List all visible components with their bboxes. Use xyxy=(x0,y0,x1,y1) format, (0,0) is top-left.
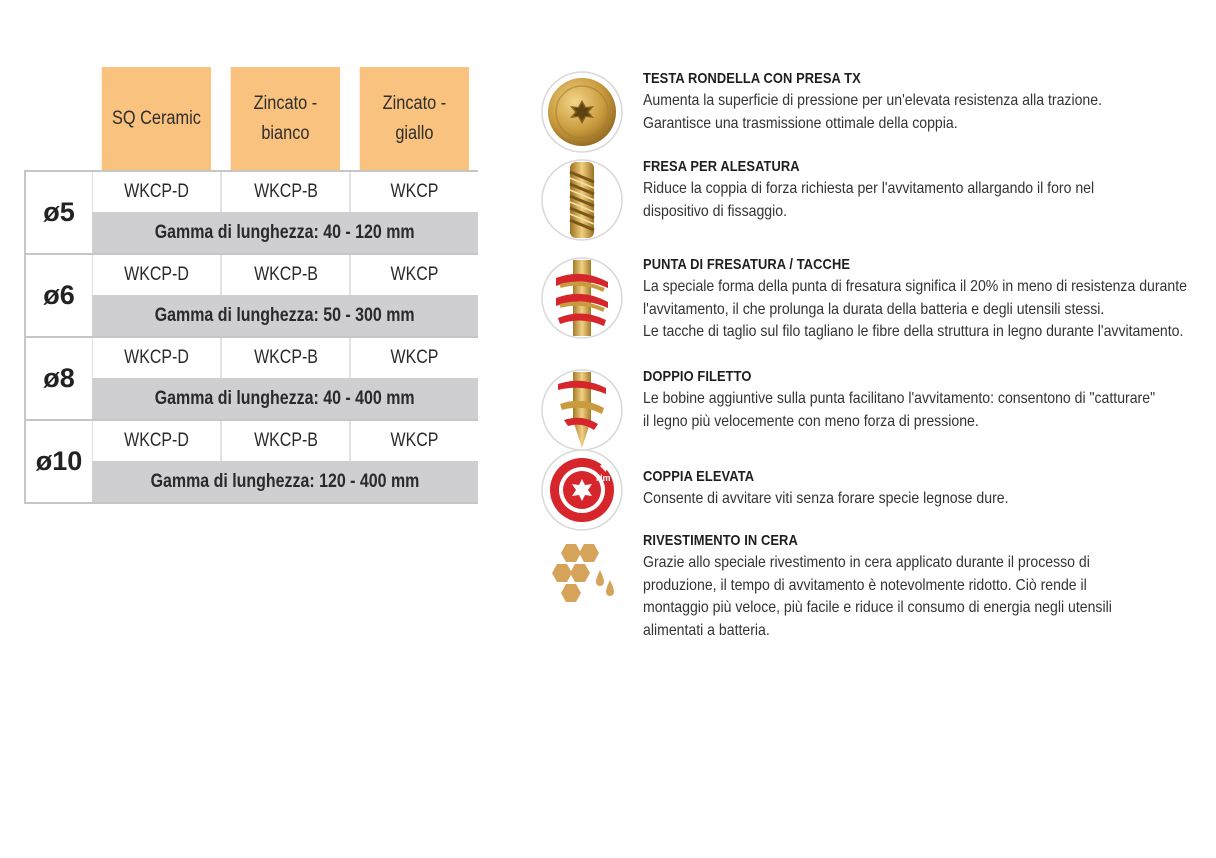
diameter-label: ø8 xyxy=(24,338,92,419)
feature-text: Garantisce una trasmissione ottimale della coppia. xyxy=(643,114,958,132)
code-cell: WKCP-B xyxy=(220,338,349,378)
length-range: Gamma di lunghezza: 40 - 120 mm xyxy=(92,212,478,253)
code-row xyxy=(92,172,478,212)
feature-text: alimentati a batteria. xyxy=(643,621,770,639)
size-group-10 xyxy=(24,419,478,504)
spec-table xyxy=(24,67,478,504)
code-cell: WKCP-B xyxy=(220,172,349,212)
code-cell: WKCP-D xyxy=(92,338,220,378)
code-cell: WKCP xyxy=(349,421,478,461)
code-row xyxy=(92,255,478,295)
feature-text: Riduce la coppia di forza richiesta per l'avvitamento allargando il foro nel xyxy=(643,180,1095,197)
code-cell: WKCP-D xyxy=(92,255,220,295)
feature-title: COPPIA ELEVATA xyxy=(643,468,755,485)
feature-text: La speciale forma della punta di fresatura significa il 20% in meno di resistenza durante xyxy=(643,278,1187,295)
milling-tip-icon xyxy=(540,256,624,340)
length-range: Gamma di lunghezza: 120 - 400 mm xyxy=(92,461,478,502)
code-cell: WKCP xyxy=(349,338,478,378)
header-line: bianco xyxy=(261,122,310,144)
feature-text: Le bobine aggiuntive sulla punta facilitano l'avvitamento: consentono di "catturare" xyxy=(643,390,1156,407)
feature-text: Le tacche di taglio sul filo tagliano le fibre della struttura in legno durante l'avvitamento. xyxy=(643,323,1184,340)
code-row xyxy=(92,338,478,378)
code-cell: WKCP xyxy=(349,172,478,212)
header-zincato-bianco xyxy=(229,67,340,170)
table-header-row xyxy=(24,67,478,170)
feature-text: dispositivo di fissaggio. xyxy=(643,202,788,220)
size-group-6 xyxy=(24,253,478,336)
code-cell: WKCP-B xyxy=(220,255,349,295)
header-line: Zincato - xyxy=(382,92,447,114)
header-line: SQ Ceramic xyxy=(111,107,201,129)
header-sq-ceramic xyxy=(100,67,211,170)
code-cell: WKCP-D xyxy=(92,172,220,212)
header-corner xyxy=(24,67,91,170)
length-range: Gamma di lunghezza: 50 - 300 mm xyxy=(92,295,478,336)
wax-coating-icon xyxy=(540,532,624,616)
feature-text: il legno più velocemente con meno forza di pressione. xyxy=(643,412,979,430)
code-cell: WKCP-D xyxy=(92,421,220,461)
header-line: giallo xyxy=(395,122,434,144)
feature-title: PUNTA DI FRESATURA / TACCHE xyxy=(643,256,851,273)
feature-text: l'avvitamento, il che prolunga la durata della batteria e degli utensili stessi. xyxy=(643,300,1105,318)
code-cell: WKCP xyxy=(349,255,478,295)
code-row xyxy=(92,421,478,461)
torque-unit-label: Nm xyxy=(596,473,611,483)
feature-text: Grazie allo speciale rivestimento in cera applicato durante il processo di xyxy=(643,554,1090,571)
size-group-8 xyxy=(24,336,478,419)
feature-title: TESTA RONDELLA CON PRESA TX xyxy=(643,70,861,87)
washer-head-tx-icon xyxy=(540,70,624,154)
feature-text: produzione, il tempo di avvitamento è notevolmente ridotto. Ciò rende il xyxy=(643,576,1087,594)
header-zincato-giallo xyxy=(358,67,469,170)
feature-title: FRESA PER ALESATURA xyxy=(643,158,800,175)
code-cell: WKCP-B xyxy=(220,421,349,461)
feature-text: Consente di avvitare viti senza forare specie legnose dure. xyxy=(643,490,1009,507)
high-torque-icon xyxy=(540,448,624,532)
length-range: Gamma di lunghezza: 40 - 400 mm xyxy=(92,378,478,419)
double-thread-icon xyxy=(540,368,624,452)
feature-text: Aumenta la superficie di pressione per un'elevata resistenza alla trazione. xyxy=(643,92,1102,109)
header-line: Zincato - xyxy=(253,92,317,114)
size-group-5 xyxy=(24,170,478,253)
feature-title: RIVESTIMENTO IN CERA xyxy=(643,532,798,549)
diameter-label: ø6 xyxy=(24,255,92,336)
diameter-label: ø5 xyxy=(24,172,92,253)
feature-title: DOPPIO FILETTO xyxy=(643,368,752,385)
diameter-label: ø10 xyxy=(24,421,92,502)
reamer-thread-icon xyxy=(540,158,624,242)
feature-text: montaggio più veloce, più facile e riduce il consumo di energia negli utensili xyxy=(643,599,1112,616)
